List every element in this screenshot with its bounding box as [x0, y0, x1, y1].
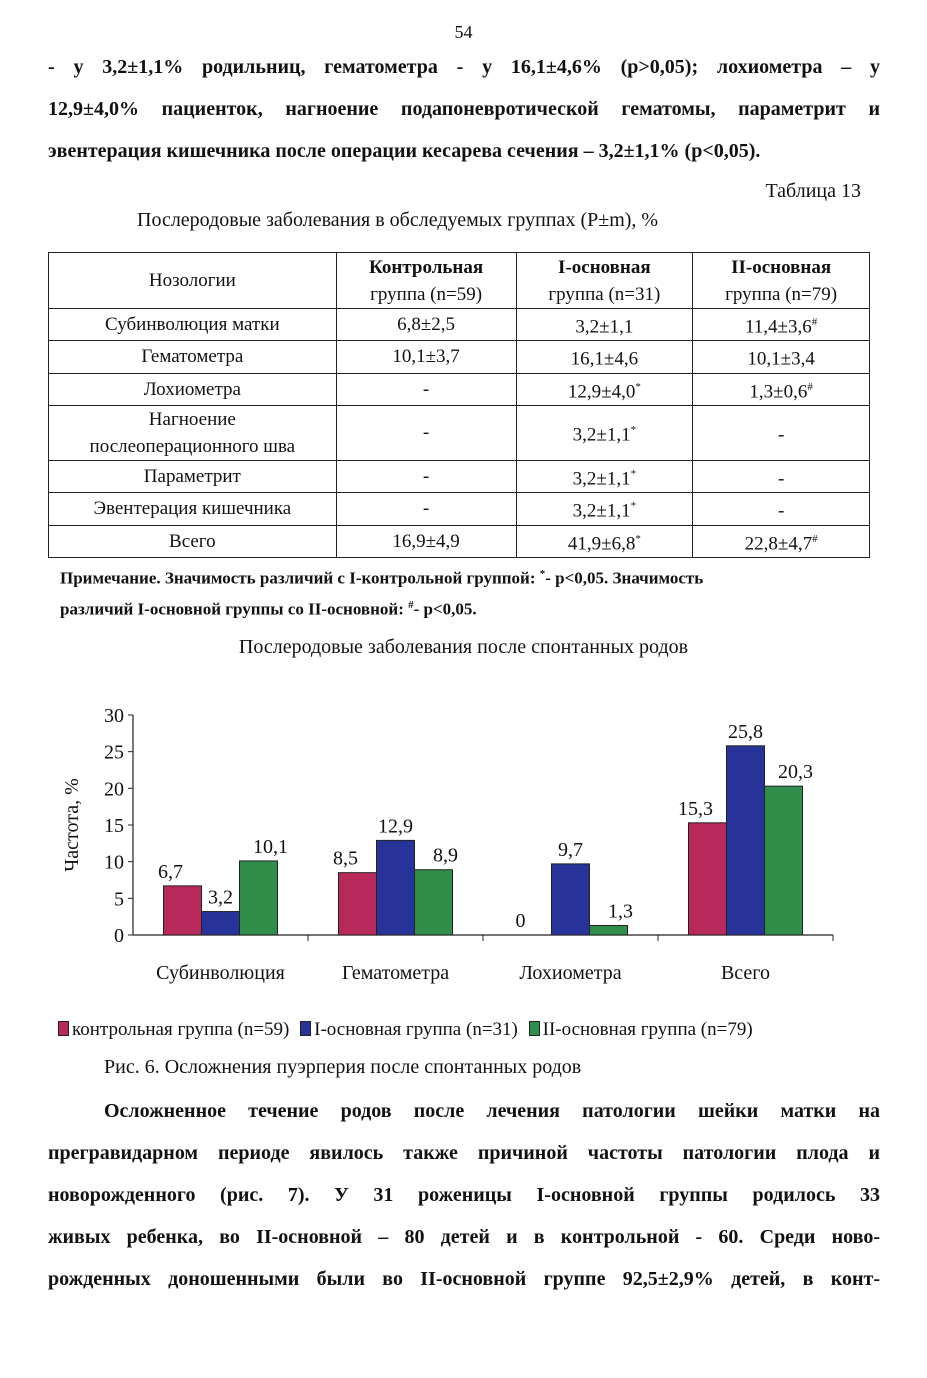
- table-row: [49, 373, 870, 405]
- text-line: прегравидарном периоде явилось также причиной частоты патологии плода и: [48, 1142, 880, 1164]
- cell-value: 3,2±1,1: [575, 316, 634, 338]
- note-mark: *: [539, 568, 546, 580]
- y-tick-label: 30: [104, 705, 124, 727]
- cell-mark: *: [635, 532, 641, 545]
- note-mark: #: [408, 598, 414, 611]
- header-group-size: группа (n=31): [548, 283, 661, 305]
- y-axis-label: Частота, %: [61, 778, 83, 872]
- bar: [552, 864, 590, 935]
- table-label: Таблица 13: [765, 180, 861, 202]
- header-group-name: I-основная: [558, 256, 651, 278]
- cell-group-1: [516, 525, 693, 557]
- legend-label: II-основная группа (n=79): [542, 1019, 753, 1040]
- cell-value: 3,2±1,1: [572, 424, 631, 446]
- cell-mark: *: [630, 500, 637, 513]
- cell-control: 10,1±3,7: [336, 341, 516, 373]
- table-row: [49, 309, 870, 341]
- cell-group-1: [516, 373, 693, 405]
- row-label-line: Нагноение: [148, 408, 236, 430]
- row-label: [49, 405, 337, 460]
- y-tick-label: 15: [104, 815, 124, 837]
- cell-value: 3,2±1,1: [572, 500, 631, 522]
- table-header-row: [49, 253, 870, 309]
- table-row: [49, 493, 870, 525]
- legend-swatch-group-2: [529, 1021, 540, 1036]
- data-label: 6,7: [158, 860, 183, 883]
- legend-label: контрольная группа (n=59): [72, 1019, 290, 1040]
- cell-mark: #: [807, 380, 813, 393]
- cell-control: -: [336, 373, 516, 405]
- cell-mark: #: [812, 532, 818, 545]
- bar: [339, 873, 377, 935]
- cell-value: 10,1±3,4: [747, 348, 815, 370]
- cell-value: 22,8±4,7: [744, 532, 813, 554]
- row-label: Гематометра: [49, 341, 337, 373]
- header-group-name: II-основная: [731, 256, 832, 278]
- cell-value: -: [777, 468, 785, 490]
- bar: [590, 925, 628, 935]
- bar: [202, 912, 240, 935]
- cell-value: 1,3±0,6: [749, 380, 808, 402]
- text-line: 12,9±4,0% пациенток, нагноение подапоневротической гематомы, параметрит и: [48, 98, 880, 120]
- cell-control: -: [336, 405, 516, 460]
- data-label: 0: [515, 910, 526, 932]
- cell-value: -: [777, 500, 785, 522]
- cell-value: 41,9±6,8: [567, 532, 636, 554]
- x-tick-label: Гематометра: [341, 962, 450, 984]
- cell-value: 11,4±3,6: [745, 316, 812, 338]
- cell-mark: *: [630, 424, 637, 437]
- data-label: 10,1: [253, 835, 288, 858]
- data-label: 12,9: [378, 815, 413, 838]
- header-nosology: Нозологии: [49, 253, 337, 309]
- cell-control: 16,9±4,9: [336, 525, 516, 557]
- row-label: Всего: [49, 525, 337, 557]
- cell-group-2: [693, 309, 870, 341]
- bar: [689, 823, 727, 935]
- header-group-name: Контрольная: [369, 256, 484, 278]
- table-note: [60, 561, 703, 622]
- cell-value: 12,9±4,0: [567, 380, 636, 402]
- x-tick-label: Лохиометра: [519, 962, 622, 984]
- note-text: - p<0,05. Значимость: [545, 568, 704, 588]
- chart-legend: [58, 1019, 753, 1041]
- bar: [164, 886, 202, 935]
- data-label: 25,8: [728, 720, 763, 743]
- text-line: новорожденного (рис. 7). У 31 роженицы I-основной группы родилось 33: [48, 1184, 880, 1206]
- table-row: [49, 341, 870, 373]
- bar: [240, 861, 278, 935]
- cell-group-2: [693, 493, 870, 525]
- text-line: живых ребенка, во II-основной – 80 детей и в контрольной - 60. Среди ново-: [48, 1226, 880, 1248]
- table-title: Послеродовые заболевания в обследуемых группах (P±m), %: [137, 209, 659, 231]
- row-label: Параметрит: [49, 460, 337, 492]
- morbidity-table: [48, 252, 870, 558]
- bar: [415, 870, 453, 935]
- y-tick-label: 0: [114, 925, 124, 947]
- cell-value: 16,1±4,6: [570, 348, 639, 370]
- bar: [765, 786, 803, 935]
- text-line: эвентерация кишечника после операции кесарева сечения – 3,2±1,1% (р<0,05).: [48, 140, 761, 162]
- cell-group-1: [516, 341, 693, 373]
- cell-group-1: [516, 405, 693, 460]
- cell-group-1: [516, 309, 693, 341]
- figure-caption: Рис. 6. Осложнения пуэрперия после спонтанных родов: [104, 1056, 582, 1078]
- table-row-total: [49, 525, 870, 557]
- x-tick-label: Всего: [720, 962, 771, 984]
- header-group-1: [516, 253, 693, 309]
- cell-mark: *: [630, 467, 637, 480]
- cell-group-2: [693, 373, 870, 405]
- header-group-control: [336, 253, 516, 309]
- x-tick-label: Субинволюция: [156, 962, 285, 984]
- cell-value: -: [777, 424, 785, 446]
- data-label: 9,7: [558, 838, 583, 861]
- bar: [377, 840, 415, 935]
- bar-chart: [48, 695, 848, 995]
- header-group-size: группа (n=59): [370, 283, 483, 305]
- cell-control: 6,8±2,5: [336, 309, 516, 341]
- cell-mark: #: [811, 316, 818, 328]
- note-text: Примечание. Значимость различий с I-контрольной группой:: [60, 568, 540, 588]
- outro-paragraph: [48, 1090, 880, 1300]
- row-label-line: послеоперационного шва: [89, 435, 296, 457]
- row-label: Субинволюция матки: [49, 309, 337, 341]
- intro-paragraph: [48, 46, 880, 172]
- cell-control: -: [336, 460, 516, 492]
- legend-label: I-основная группа (n=31): [314, 1019, 518, 1040]
- table-row: [49, 405, 870, 460]
- text-line: рожденных доношенными были во II-основной группе 92,5±2,9% детей, в конт-: [48, 1268, 880, 1290]
- data-label: 3,2: [208, 886, 233, 909]
- data-label: 15,3: [678, 797, 713, 820]
- cell-control: -: [336, 493, 516, 525]
- y-tick-label: 25: [104, 741, 124, 764]
- cell-group-2: [693, 460, 870, 492]
- y-tick-label: 5: [114, 888, 124, 911]
- cell-group-1: [516, 493, 693, 525]
- data-label: 8,9: [433, 844, 458, 867]
- cell-group-2: [693, 525, 870, 557]
- note-text: - p<0,05.: [413, 599, 477, 619]
- y-tick-label: 10: [104, 851, 124, 874]
- cell-group-2: [693, 341, 870, 373]
- text-line: Осложненное течение родов после лечения патологии шейки матки на: [104, 1100, 880, 1122]
- data-label: 20,3: [778, 761, 813, 784]
- legend-swatch-group-1: [300, 1021, 311, 1036]
- legend-swatch-control: [58, 1021, 69, 1036]
- chart-title: Послеродовые заболевания после спонтанных родов: [238, 636, 689, 658]
- header-group-size: группа (n=79): [725, 283, 838, 305]
- cell-mark: *: [635, 380, 641, 393]
- row-label: Эвентерация кишечника: [49, 493, 337, 525]
- cell-group-2: [693, 405, 870, 460]
- bar: [727, 746, 765, 935]
- row-label: Лохиометра: [49, 373, 337, 405]
- y-tick-label: 20: [104, 778, 124, 801]
- cell-value: 3,2±1,1: [572, 468, 631, 490]
- data-label: 8,5: [333, 847, 358, 870]
- header-group-2: [693, 253, 870, 309]
- text-line: - у 3,2±1,1% родильниц, гематометра - у 16,1±4,6% (р>0,05); лохиометра – у: [48, 56, 880, 78]
- cell-group-1: [516, 460, 693, 492]
- data-label: 1,3: [608, 900, 633, 923]
- page-number: 54: [454, 22, 473, 42]
- table-row: [49, 460, 870, 492]
- note-text: различий I-основной группы со II-основной:: [60, 599, 409, 619]
